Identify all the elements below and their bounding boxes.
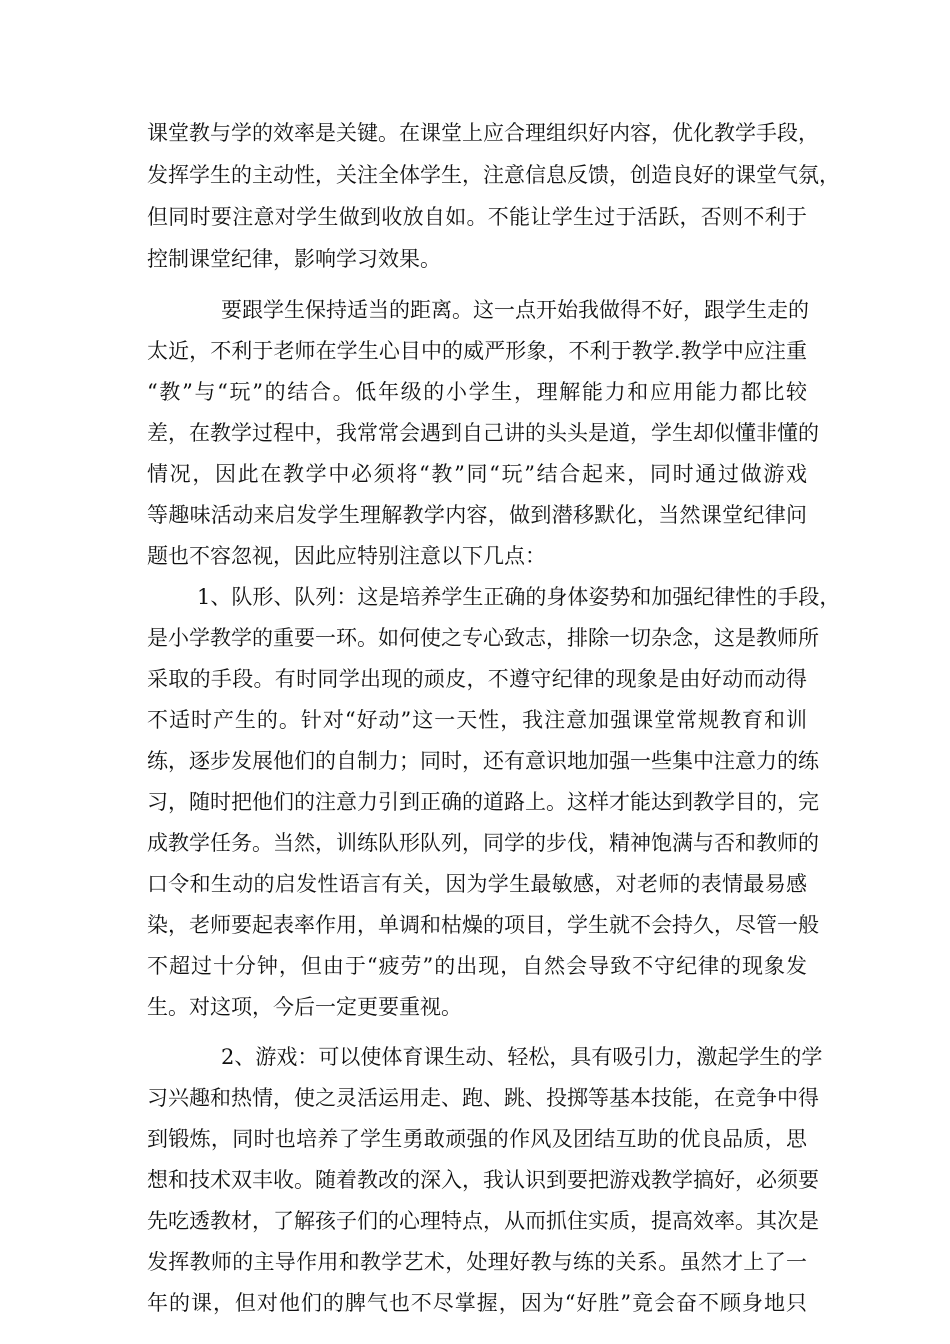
text-line: 是小学教学的重要一环。如何使之专心致志，排除一切杂念，这是教师所 — [147, 626, 819, 650]
text-line: 但同时要注意对学生做到收放自如。不能让学生过于活跃，否则不利于 — [147, 205, 807, 229]
text-line: “教”与“玩”的结合。低年级的小学生，理解能力和应用能力都比较 — [147, 380, 807, 404]
text-line: 情况，因此在教学中必须将“教”同“玩”结合起来，同时通过做游戏 — [147, 462, 807, 486]
text-line: 年的课，但对他们的脾气也不尽掌握，因为“好胜”竟会奋不顾身地只 — [147, 1291, 807, 1315]
text-line: 课堂教与学的效率是关键。在课堂上应合理组织好内容，优化教学手段， — [147, 121, 819, 145]
text-line: 采取的手段。有时同学出现的顽皮，不遵守纪律的现象是由好动而动得 — [147, 667, 807, 691]
text-line: 练，逐步发展他们的自制力；同时，还有意识地加强一些集中注意力的练 — [147, 749, 819, 773]
list-item-1-first-line: 1、队形、队列：这是培养学生正确的身体姿势和加强纪律性的手段， — [197, 585, 841, 609]
text-line: 不适时产生的。针对“好动”这一天性，我注意加强课堂常规教育和训 — [147, 708, 807, 732]
text-line: 习，随时把他们的注意力引到正确的道路上。这样才能达到教学目的，完 — [147, 790, 819, 814]
text-line: 想和技术双丰收。随着教改的深入，我认识到要把游戏教学搞好，必须要 — [147, 1168, 819, 1192]
text-line: 不超过十分钟，但由于“疲劳”的出现，自然会导致不守纪律的现象发 — [147, 954, 807, 978]
text-line: 等趣味活动来启发学生理解教学内容，做到潜移默化，当然课堂纪律问 — [147, 503, 807, 527]
text-line: 习兴趣和热情，使之灵活运用走、跑、跳、投掷等基本技能，在竞争中得 — [147, 1086, 819, 1110]
text-line: 染，老师要起表率作用，单调和枯燥的项目，学生就不会持久，尽管一般 — [147, 913, 819, 937]
text-line: 发挥教师的主导作用和教学艺术，处理好教与练的关系。虽然才上了一 — [147, 1250, 807, 1274]
text-line: 题也不容忽视，因此应特别注意以下几点： — [147, 544, 546, 568]
text-line: 口令和生动的启发性语言有关，因为学生最敏感，对老师的表情最易感 — [147, 872, 807, 896]
list-item-2-first-line: 2、游戏：可以使体育课生动、轻松，具有吸引力，激起学生的学 — [221, 1045, 823, 1069]
text-line: 控制课堂纪律，影响学习效果。 — [147, 247, 441, 271]
text-line: 差，在教学过程中，我常常会遇到自己讲的头头是道，学生却似懂非懂的 — [147, 421, 819, 445]
text-line: 先吃透教材，了解孩子们的心理特点，从而抓住实质，提高效率。其次是 — [147, 1209, 819, 1233]
paragraph-first-line: 要跟学生保持适当的距离。这一点开始我做得不好，跟学生走的 — [221, 298, 809, 322]
text-line: 生。对这项，今后一定更要重视。 — [147, 995, 462, 1019]
text-line: 到锻炼，同时也培养了学生勇敢顽强的作风及团结互助的优良品质，思 — [147, 1127, 807, 1151]
text-line: 太近，不利于老师在学生心目中的威严形象，不利于教学.教学中应注重 — [147, 339, 807, 363]
text-line: 发挥学生的主动性，关注全体学生，注意信息反馈，创造良好的课堂气氛， — [147, 163, 840, 187]
text-line: 成教学任务。当然，训练队形队列，同学的步伐，精神饱满与否和教师的 — [147, 831, 819, 855]
